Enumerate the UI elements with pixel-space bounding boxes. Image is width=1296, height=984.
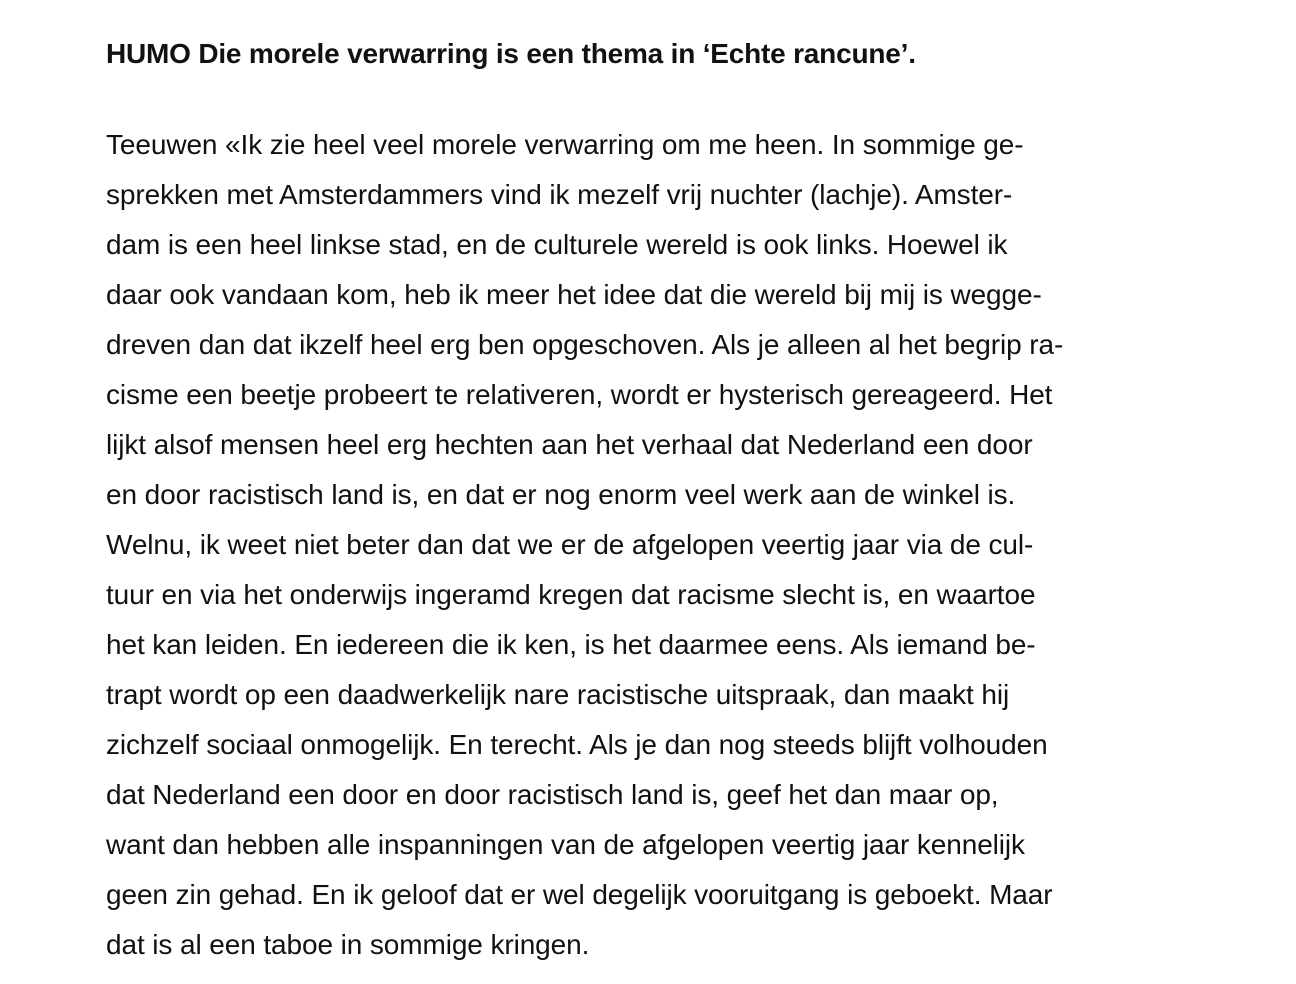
paragraph-line: het kan leiden. En iedereen die ik ken, is het daarmee eens. Als iemand be- (106, 629, 1036, 660)
paragraph-line: geen zin gehad. En ik geloof dat er wel degelijk vooruitgang is geboekt. Maar (106, 879, 1053, 910)
paragraph-line: en door racistisch land is, en dat er nog enorm veel werk aan de winkel is. (106, 479, 1016, 510)
paragraph-line: dreven dan dat ikzelf heel erg ben opgeschoven. Als je alleen al het begrip ra- (106, 329, 1064, 360)
paragraph-line: tuur en via het onderwijs ingeramd kregen dat racisme slecht is, en waartoe (106, 579, 1036, 610)
paragraph-line: sprekken met Amsterdammers vind ik mezelf vrij nuchter (lachje). Amster- (106, 179, 1013, 210)
interview-answer-paragraph (106, 120, 1063, 970)
paragraph-line: trapt wordt op een daadwerkelijk nare racistische uitspraak, dan maakt hij (106, 679, 1010, 710)
paragraph-line: zichzelf sociaal onmogelijk. En terecht. Als je dan nog steeds blijft volhouden (106, 729, 1048, 760)
paragraph-line: dat Nederland een door en door racistisch land is, geef het dan maar op, (106, 779, 999, 810)
paragraph-line: daar ook vandaan kom, heb ik meer het idee dat die wereld bij mij is wegge- (106, 279, 1042, 310)
paragraph-line: dam is een heel linkse stad, en de culturele wereld is ook links. Hoewel ik (106, 229, 1008, 260)
paragraph-line: lijkt alsof mensen heel erg hechten aan het verhaal dat Nederland een door (106, 429, 1033, 460)
paragraph-line: Welnu, ik weet niet beter dan dat we er de afgelopen veertig jaar via de cul- (106, 529, 1034, 560)
paragraph-line: Teeuwen «Ik zie heel veel morele verwarring om me heen. In sommige ge- (106, 129, 1024, 160)
paragraph-line: dat is al een taboe in sommige kringen. (106, 929, 590, 960)
paragraph-line: want dan hebben alle inspanningen van de afgelopen veertig jaar kennelijk (106, 829, 1025, 860)
interview-question-heading: HUMO Die morele verwarring is een thema in ‘Echte rancune’. (106, 38, 916, 69)
paragraph-line: cisme een beetje probeert te relativeren, wordt er hysterisch gereageerd. Het (106, 379, 1053, 410)
